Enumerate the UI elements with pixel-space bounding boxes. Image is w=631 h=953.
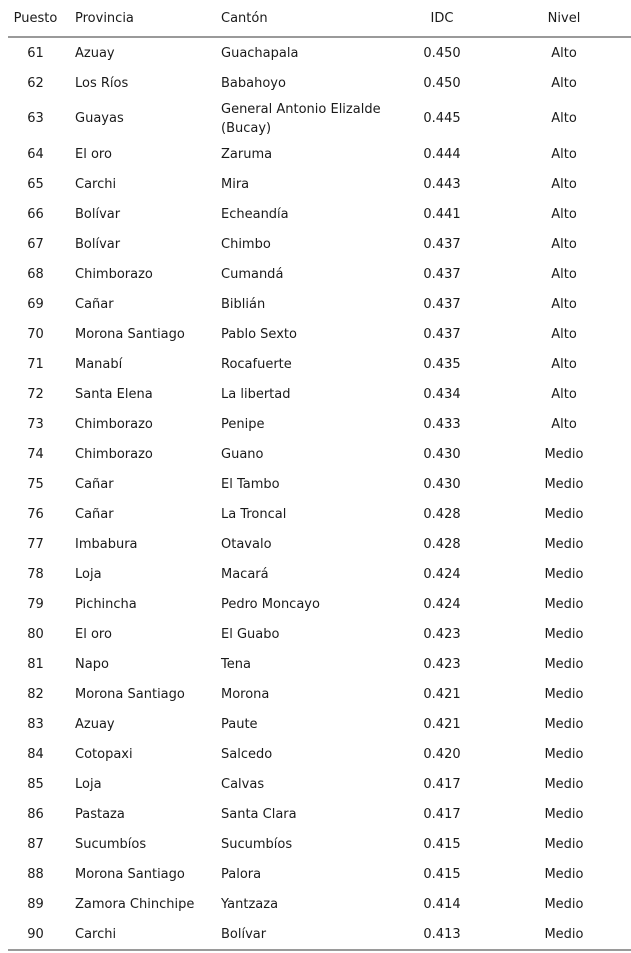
cell-nivel: Medio [544, 746, 584, 762]
table-row [8, 889, 631, 919]
cell-puesto: 70 [27, 326, 44, 342]
cell-nivel: Alto [551, 176, 577, 192]
cell-nivel: Medio [544, 476, 584, 492]
cell-puesto: 87 [27, 836, 44, 852]
cell-canton: Sucumbíos [221, 836, 293, 852]
cell-nivel: Medio [544, 716, 584, 732]
cell-nivel: Medio [544, 866, 584, 882]
table-row [8, 98, 631, 139]
cell-puesto: 74 [27, 446, 44, 462]
cell-puesto: 61 [27, 45, 44, 61]
cell-idc: 0.437 [423, 296, 461, 312]
cell-canton: Paute [221, 716, 258, 732]
cell-idc: 0.421 [423, 716, 461, 732]
cell-provincia: Loja [75, 776, 102, 792]
cell-nivel: Medio [544, 806, 584, 822]
cell-idc: 0.420 [423, 746, 461, 762]
cell-puesto: 76 [27, 506, 44, 522]
cell-idc: 0.444 [423, 146, 461, 162]
cell-provincia: Azuay [75, 716, 115, 732]
cell-nivel: Alto [551, 326, 577, 342]
header-idc: IDC [387, 0, 497, 37]
cell-nivel: Medio [544, 896, 584, 912]
cell-idc: 0.437 [423, 326, 461, 342]
table-row [8, 799, 631, 829]
cell-provincia: Bolívar [75, 206, 121, 222]
cell-nivel: Alto [551, 356, 577, 372]
cell-nivel: Medio [544, 506, 584, 522]
cell-canton: Bolívar [221, 919, 387, 950]
cell-provincia: Pastaza [75, 806, 125, 822]
cell-puesto: 66 [27, 206, 44, 222]
cell-provincia: Morona Santiago [75, 326, 185, 342]
cell-puesto: 89 [27, 896, 44, 912]
cell-nivel: Alto [551, 206, 577, 222]
cell-canton: Biblián [221, 296, 266, 312]
cell-puesto: 86 [27, 806, 44, 822]
table-row [8, 619, 631, 649]
cell-canton: Mira [221, 176, 250, 192]
cell-idc: 0.417 [423, 776, 461, 792]
table-row [8, 409, 631, 439]
cell-nivel: Alto [551, 386, 577, 402]
cell-provincia: Chimborazo [75, 416, 153, 432]
cell-idc: 0.424 [423, 566, 461, 582]
cell-provincia: Manabí [75, 356, 123, 372]
cell-puesto: 83 [27, 716, 44, 732]
cell-idc: 0.437 [423, 266, 461, 282]
cell-provincia: Los Ríos [75, 75, 129, 91]
cell-nivel: Alto [551, 75, 577, 91]
cell-nivel: Medio [544, 596, 584, 612]
cell-puesto: 84 [27, 746, 44, 762]
cell-canton: Santa Clara [221, 806, 297, 822]
cell-canton: Morona [221, 686, 270, 702]
cell-provincia: Carchi [75, 176, 117, 192]
cell-idc: 0.430 [423, 476, 461, 492]
cell-idc: 0.443 [423, 176, 461, 192]
cell-idc: 0.415 [423, 836, 461, 852]
table-body [8, 37, 631, 950]
cell-puesto: 81 [27, 656, 44, 672]
cell-provincia: Imbabura [75, 536, 138, 552]
cell-idc: 0.445 [423, 111, 461, 126]
cell-nivel: Medio [544, 536, 584, 552]
cell-provincia: Cañar [75, 476, 114, 492]
cell-provincia: Sucumbíos [75, 836, 147, 852]
table-row [8, 37, 631, 68]
cell-puesto: 85 [27, 776, 44, 792]
cell-idc: 0.413 [387, 919, 497, 950]
cell-puesto: 78 [27, 566, 44, 582]
cell-canton: Salcedo [221, 746, 273, 762]
table-row [8, 139, 631, 169]
cell-puesto: 69 [27, 296, 44, 312]
table-row [8, 499, 631, 529]
cell-canton: Cumandá [221, 266, 284, 282]
cell-canton: Penipe [221, 416, 265, 432]
table-row [8, 259, 631, 289]
table-row [8, 229, 631, 259]
table-row [8, 169, 631, 199]
cell-canton: Guano [221, 446, 264, 462]
table-row [8, 679, 631, 709]
cell-provincia: Cañar [75, 296, 114, 312]
cell-provincia: Cotopaxi [75, 746, 133, 762]
cell-provincia: Pichincha [75, 596, 137, 612]
table-row [8, 289, 631, 319]
header-nivel: Nivel [497, 0, 631, 37]
cell-canton: Guachapala [221, 45, 299, 61]
cell-canton: Rocafuerte [221, 356, 292, 372]
table-row [8, 529, 631, 559]
cell-idc: 0.424 [423, 596, 461, 612]
cell-idc: 0.417 [423, 806, 461, 822]
cell-idc: 0.415 [423, 866, 461, 882]
table-row [8, 199, 631, 229]
cell-idc: 0.428 [423, 536, 461, 552]
cell-canton: Chimbo [221, 236, 271, 252]
cell-canton: Tena [221, 656, 251, 672]
cell-idc: 0.433 [423, 416, 461, 432]
cell-idc: 0.437 [423, 236, 461, 252]
cell-provincia: El oro [75, 146, 112, 162]
cell-puesto: 71 [27, 356, 44, 372]
cell-idc: 0.434 [423, 386, 461, 402]
cell-puesto: 62 [27, 75, 44, 91]
table-row [8, 68, 631, 98]
cell-provincia: Bolívar [75, 236, 121, 252]
cell-canton: Zaruma [221, 146, 273, 162]
table-row [8, 469, 631, 499]
cell-idc: 0.421 [423, 686, 461, 702]
cell-canton: Macará [221, 566, 269, 582]
cell-provincia: Cañar [75, 506, 114, 522]
cell-canton: Calvas [221, 776, 265, 792]
cell-canton: Pedro Moncayo [221, 596, 320, 612]
table-row [8, 439, 631, 469]
table-row [8, 829, 631, 859]
cell-provincia: Chimborazo [75, 446, 153, 462]
cell-provincia: Zamora Chinchipe [75, 896, 195, 912]
cell-idc: 0.430 [423, 446, 461, 462]
cell-puesto: 63 [27, 111, 44, 126]
cell-nivel: Medio [544, 626, 584, 642]
cell-idc: 0.414 [423, 896, 461, 912]
cell-puesto: 79 [27, 596, 44, 612]
cell-nivel: Medio [544, 686, 584, 702]
cell-nivel: Alto [551, 45, 577, 61]
cell-provincia: Azuay [75, 45, 115, 61]
cell-puesto: 64 [27, 146, 44, 162]
cell-canton: Palora [221, 866, 262, 882]
ranking-table [8, 0, 631, 951]
cell-provincia: Carchi [63, 919, 221, 950]
cell-nivel: Medio [544, 836, 584, 852]
cell-puesto: 88 [27, 866, 44, 882]
table-row [8, 379, 631, 409]
cell-provincia: Guayas [75, 111, 124, 126]
header-canton: Cantón [221, 0, 387, 37]
cell-idc: 0.450 [423, 45, 461, 61]
cell-canton: El Tambo [221, 476, 280, 492]
cell-idc: 0.441 [423, 206, 461, 222]
table-row [8, 709, 631, 739]
cell-puesto: 68 [27, 266, 44, 282]
ranking-table-container [8, 0, 631, 951]
cell-idc: 0.423 [423, 656, 461, 672]
cell-puesto: 90 [8, 919, 63, 950]
table-row [8, 859, 631, 889]
cell-puesto: 80 [27, 626, 44, 642]
header-provincia: Provincia [63, 0, 221, 37]
table-row [8, 559, 631, 589]
cell-puesto: 75 [27, 476, 44, 492]
cell-nivel: Alto [551, 266, 577, 282]
cell-puesto: 77 [27, 536, 44, 552]
table-row [8, 769, 631, 799]
cell-idc: 0.428 [423, 506, 461, 522]
table-row [8, 739, 631, 769]
table-row [8, 319, 631, 349]
cell-canton: General Antonio Elizalde (Bucay) [221, 101, 381, 136]
cell-provincia: Santa Elena [75, 386, 153, 402]
cell-idc: 0.435 [423, 356, 461, 372]
cell-nivel: Alto [551, 111, 577, 126]
cell-nivel: Medio [497, 919, 631, 950]
cell-canton: La Troncal [221, 506, 287, 522]
cell-provincia: Napo [75, 656, 109, 672]
cell-canton: La libertad [221, 386, 291, 402]
cell-provincia: Morona Santiago [75, 866, 185, 882]
table-row [8, 649, 631, 679]
cell-nivel: Medio [544, 776, 584, 792]
cell-provincia: Morona Santiago [75, 686, 185, 702]
cell-puesto: 72 [27, 386, 44, 402]
cell-nivel: Medio [544, 446, 584, 462]
cell-nivel: Medio [544, 566, 584, 582]
cell-nivel: Alto [551, 236, 577, 252]
table-header [8, 0, 631, 37]
cell-nivel: Alto [551, 146, 577, 162]
cell-idc: 0.450 [423, 75, 461, 91]
table-row [8, 919, 631, 950]
table-row [8, 589, 631, 619]
cell-puesto: 65 [27, 176, 44, 192]
cell-provincia: El oro [75, 626, 112, 642]
table-row [8, 349, 631, 379]
cell-canton: El Guabo [221, 626, 280, 642]
cell-canton: Echeandía [221, 206, 289, 222]
cell-puesto: 73 [27, 416, 44, 432]
cell-canton: Otavalo [221, 536, 272, 552]
cell-nivel: Medio [544, 656, 584, 672]
cell-provincia: Chimborazo [75, 266, 153, 282]
cell-provincia: Loja [75, 566, 102, 582]
cell-canton: Yantzaza [221, 896, 279, 912]
cell-idc: 0.423 [423, 626, 461, 642]
header-puesto: Puesto [8, 0, 63, 37]
cell-canton: Babahoyo [221, 75, 286, 91]
header-row [8, 0, 631, 37]
cell-puesto: 82 [27, 686, 44, 702]
cell-nivel: Alto [551, 296, 577, 312]
cell-nivel: Alto [551, 416, 577, 432]
cell-canton: Pablo Sexto [221, 326, 297, 342]
cell-puesto: 67 [27, 236, 44, 252]
